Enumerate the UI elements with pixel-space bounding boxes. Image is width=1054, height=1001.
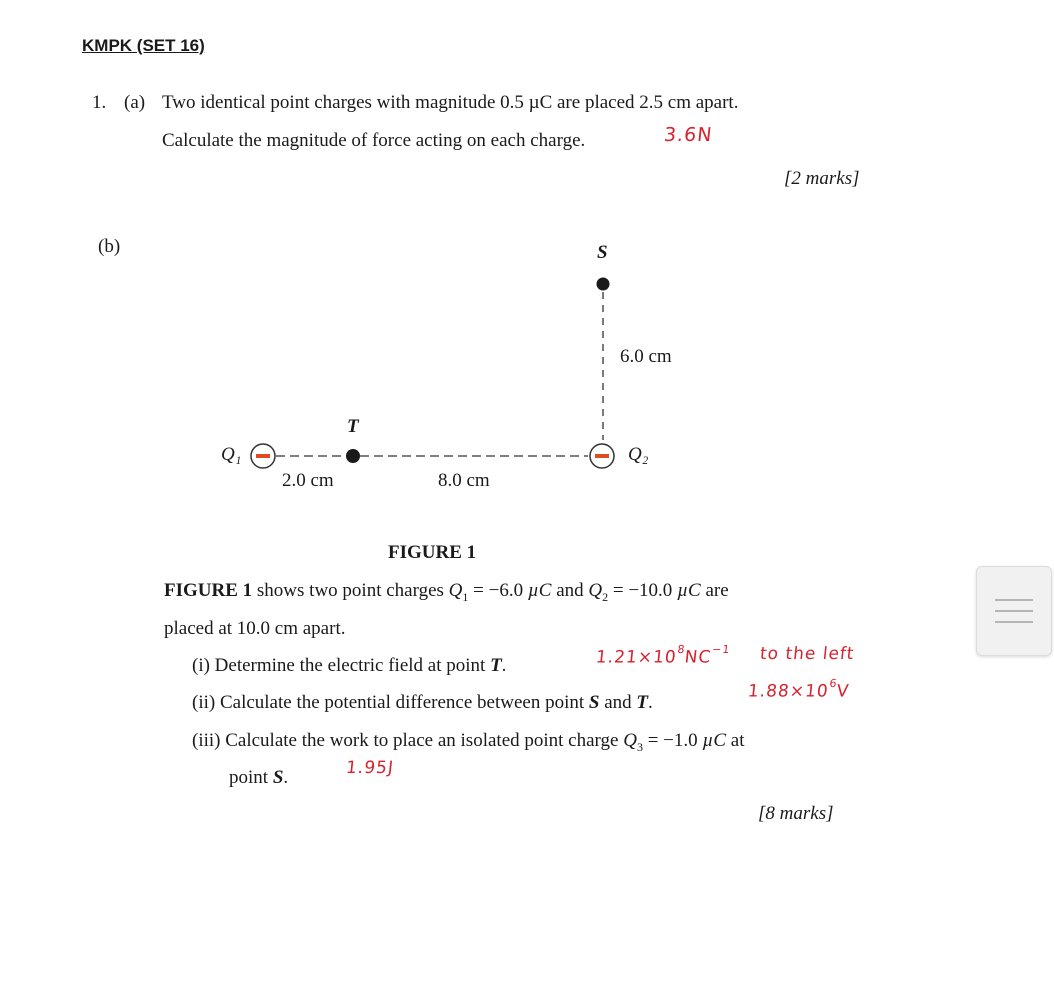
menu-button[interactable] [976,566,1052,656]
marks-b: [8 marks] [758,803,834,824]
marks-a: [2 marks] [784,168,860,189]
part-b-label: (b) [98,236,121,257]
answer-ii: $1.88\times 10^6V$ [746,677,851,702]
answer-iii: 1.95J [344,758,395,778]
label-s: S [597,242,608,263]
part-a-line1: Two identical point charges with magnitude 0.5 µC are placed 2.5 cm apart. [162,92,739,113]
point-t-dot [346,449,360,463]
figure-caption: FIGURE 1 [388,542,477,563]
part-a-line2: Calculate the magnitude of force acting on each charge. [162,130,586,151]
answer-i-direction: to the left [758,644,856,664]
distance-vertical: 6.0 cm [620,346,672,367]
description-line1: FIGURE 1 shows two point charges $Q_1 = -6.0$ µC and $Q_2 = -10.0$ µC are [164,580,729,604]
part-ii: (ii) Calculate the potential difference between point S and T. [192,692,653,713]
point-s-dot [597,278,610,291]
answer-a: 3.6N [662,124,714,146]
label-t: T [347,416,359,437]
distance-q1-t: 2.0 cm [282,470,334,491]
label-q2: Q₂ [628,444,649,465]
description-line2: placed at 10.0 cm apart. [164,618,346,639]
charge-q2-icon [590,444,614,468]
page-title: KMPK (SET 16) [82,36,205,55]
label-q1: Q₁ [221,444,242,465]
part-iii-continued: point S. [229,767,289,788]
part-iii: (iii) Calculate the work to place an isolated point charge $Q_3 = -1.0$ µC at [192,730,745,754]
part-i: (i) Determine the electric field at point T. [192,655,507,676]
distance-t-q2: 8.0 cm [438,470,490,491]
charge-q1-icon [251,444,275,468]
answer-i: $1.21\times 10^8NC^{-1}$ [594,643,732,668]
part-a-label: (a) [124,92,146,113]
question-number: 1. [92,92,107,113]
